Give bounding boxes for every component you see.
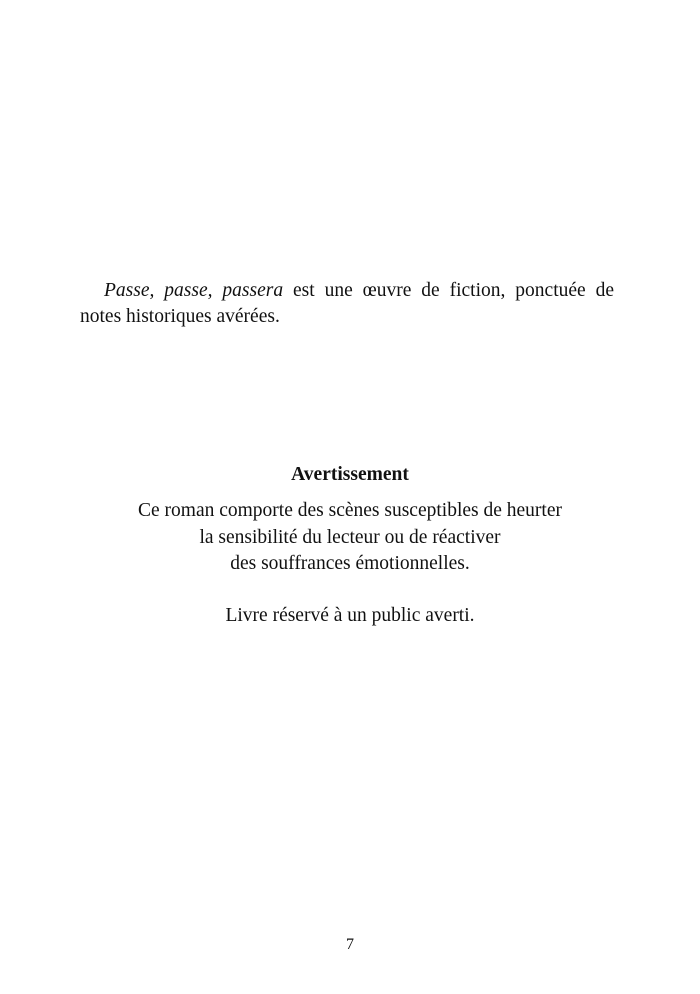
warning-line: la sensibilité du lecteur ou de réactiver — [199, 526, 501, 548]
disclaimer-text: est une œuvre de fiction, ponctuée de notes historiques avérées. — [80, 279, 614, 327]
warning-line: des souffrances émotionnelles. — [230, 553, 470, 574]
fiction-disclaimer-paragraph — [80, 278, 614, 330]
warning-heading: Avertissement — [291, 464, 409, 485]
spacer — [0, 578, 700, 603]
content-warning — [0, 461, 700, 629]
warning-closing: Livre réservé à un public averti. — [225, 604, 475, 626]
book-title: Passe, passe, passera — [104, 279, 284, 301]
warning-line: Ce roman comporte des scènes susceptibles de heurter — [138, 500, 562, 521]
page-number: 7 — [346, 936, 354, 953]
